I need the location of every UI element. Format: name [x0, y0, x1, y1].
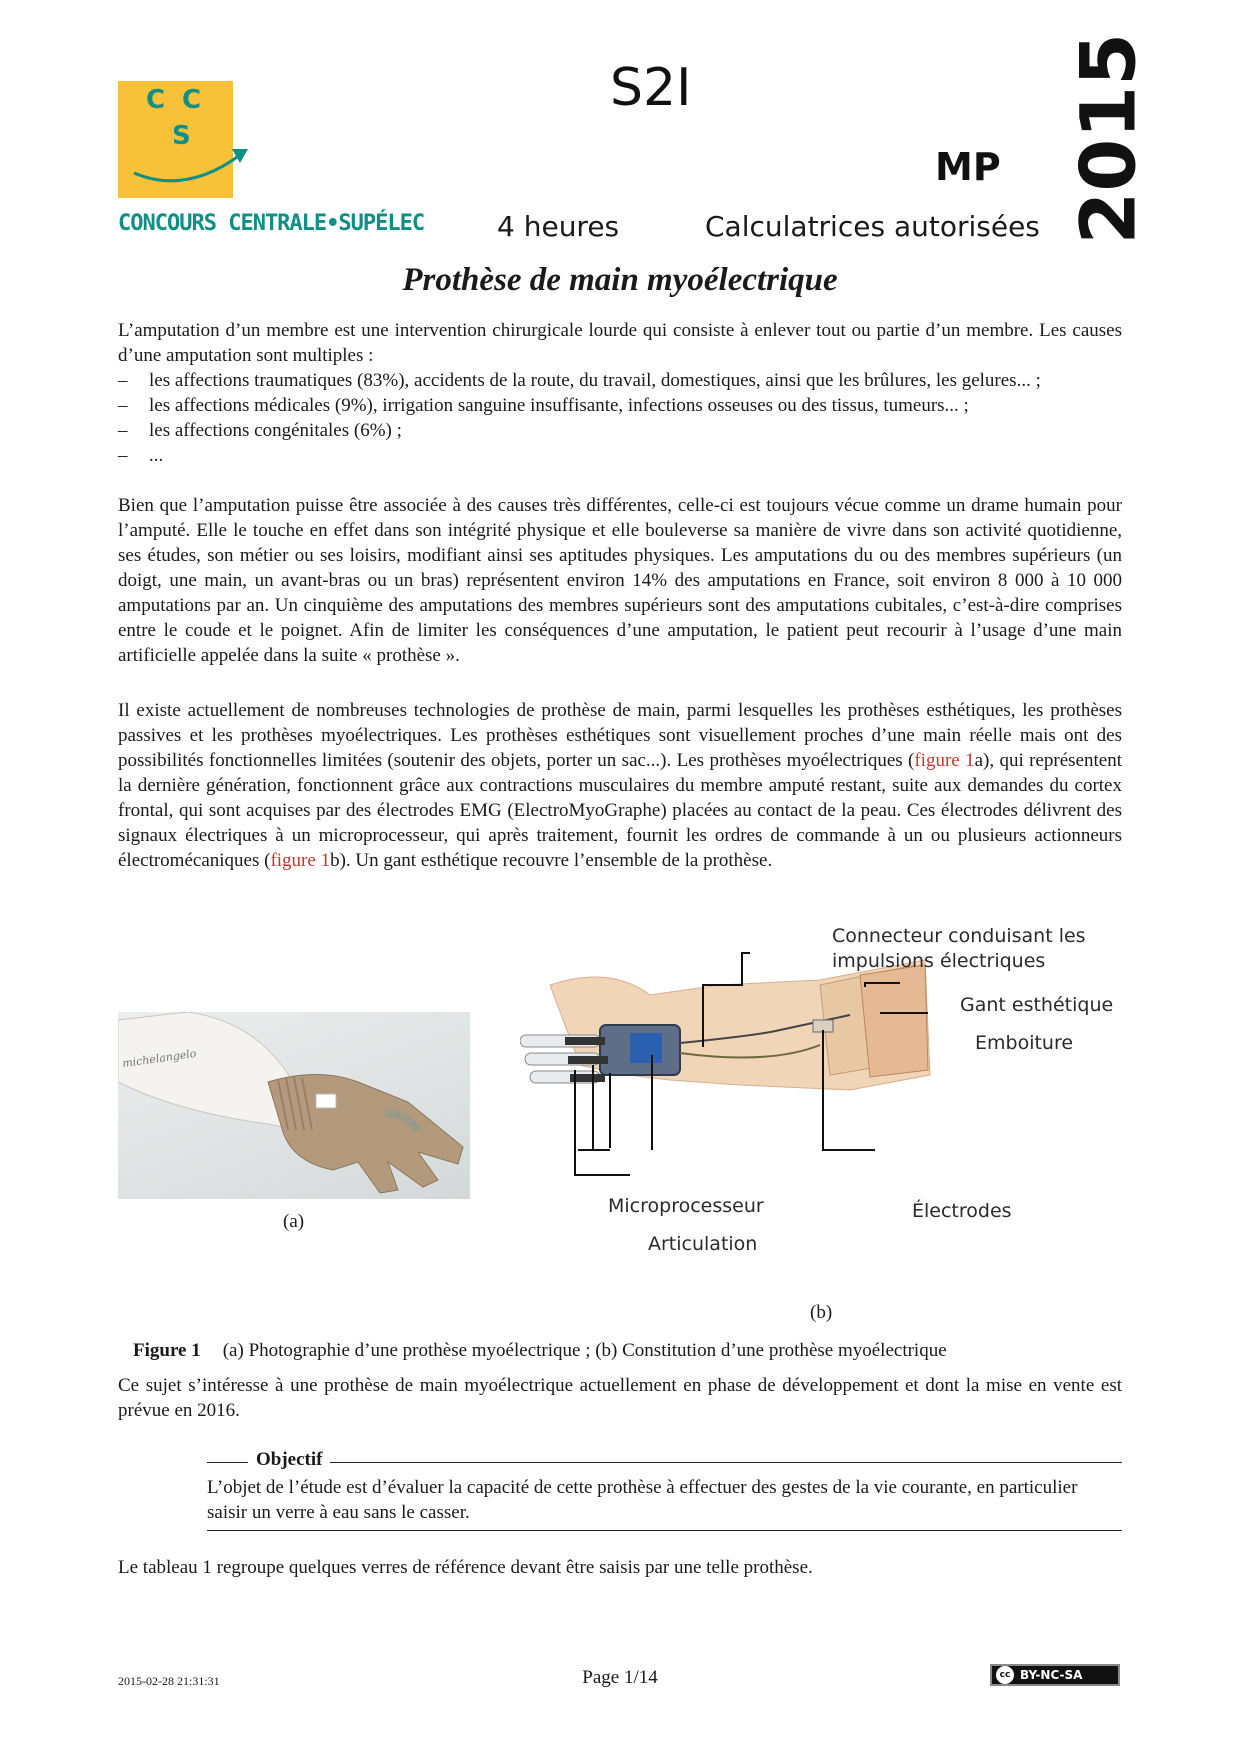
photo-brand-lettering: michelangelo [121, 1046, 198, 1071]
figure-ref-link[interactable]: figure 1 [914, 750, 975, 771]
figure-caption [133, 1340, 947, 1362]
label-joint: Articulation [648, 1233, 758, 1255]
label-connector-line2: impulsions électriques [832, 950, 1046, 972]
calculator-policy: Calculatrices autorisées [705, 210, 1040, 243]
duration: 4 heures [497, 210, 620, 243]
objective-rule-top [207, 1462, 1122, 1463]
list-item: – les affections médicales (9%), irrigation sanguine insuffisante, infections osseuses ou des tissus, tumeurs... ; [118, 395, 969, 416]
figure-photo-prosthesis [118, 1012, 470, 1199]
page-title: Prothèse de main myoélectrique [402, 262, 838, 298]
bullet-mark: – [118, 445, 128, 466]
license-text: BY-NC-SA [1020, 1668, 1083, 1682]
label-electrodes: Électrodes [912, 1200, 1012, 1222]
label-connector-line1: Connecteur conduisant les [832, 925, 1086, 947]
bullet-mark: – [118, 420, 128, 441]
figure-caption-text: (a) Photographie d’une prothèse myoélectrique ; (b) Constitution d’une prothèse myoélectrique [222, 1340, 947, 1361]
bullet-mark: – [118, 370, 128, 391]
list-item: – les affections congénitales (6%) ; [118, 420, 402, 441]
prosthesis-photo-icon [118, 1012, 470, 1199]
subject-name: S2I [610, 58, 692, 118]
paragraph-technologies: Il existe actuellement de nombreuses technologies de prothèse de main, parmi lesquelles les prothèses esthétiques, les prothèses passives et les prothèses myoélectriques. Les prothèses esthétiques sont visuellement proches d’une main réelle mais ont des possibilités fonctionnelles limitées (soutenir des objets, porter un sac...). Les prothèses myoélectriques (figure 1a), qui représentent la dernière génération, fonctionnent grâce aux contractions musculaires du membre amputé restant, suite aux demandes du cortex frontal, qui sont acquises par des électrodes EMG (ElectroMyoGraphe) placées au contact de la peau. Ces électrodes délivrent des signaux électriques à un microprocesseur, qui après traitement, fournit les ordres de commande à un ou plusieurs actionneurs électromécaniques (figure 1b). Un gant esthétique recouvre l’ensemble de la prothèse. [118, 700, 1122, 871]
figure-ref-link[interactable]: figure 1 [270, 850, 331, 871]
logo-letter: S [172, 121, 191, 151]
timestamp: 2015-02-28 21:31:31 [118, 1674, 220, 1688]
logo-swoosh-icon [128, 137, 258, 197]
caption-a: (a) [283, 1211, 305, 1232]
objective-text: L’objet de l’étude est d’évaluer la capacité de cette prothèse à effectuer des gestes de la vie courante, en particulier saisir un verre à eau sans le casser. [207, 1477, 1078, 1523]
intro-paragraph [118, 318, 1122, 368]
causes-list [118, 368, 1122, 468]
exam-year: 2015 [1063, 32, 1153, 245]
logo-letter: C [182, 85, 202, 115]
track-name: MP [935, 145, 1001, 189]
license-badge[interactable] [990, 1664, 1120, 1686]
caption-b: (b) [810, 1302, 833, 1323]
creative-commons-icon: cc [996, 1666, 1014, 1684]
page-number: Page 1/14 [582, 1667, 658, 1688]
paragraph-table-intro: Le tableau 1 regroupe quelques verres de référence devant être saisis par une telle prothèse. [118, 1557, 813, 1578]
figure-label: Figure 1 [133, 1340, 201, 1361]
logo-letter: C [146, 85, 166, 115]
objective-rule-bottom [207, 1530, 1122, 1531]
bullet-mark: – [118, 395, 128, 416]
list-item: – les affections traumatiques (83%), accidents de la route, du travail, domestiques, ainsi que les brûlures, les gelures... ; [118, 370, 1041, 391]
paragraph-impact: Bien que l’amputation puisse être associée à des causes très différentes, celle-ci est toujours vécue comme un drame humain pour l’amputé. Elle le touche en effet dans son intégrité physique et elle bouleverse sa manière de vivre dans son activité quotidienne, ses études, son métier ou ses loisirs, modifiant ainsi ses aptitudes physiques. Les amputations du ou des membres supérieurs (un doigt, une main, un avant-bras ou un bras) représentent environ 14% des amputations en France, soit environ 8 000 à 10 000 amputations par an. Un cinquième des amputations des membres supérieurs sont des amputations cubitales, c’est-à-dire comprises entre le coude et le poignet. Afin de limiter les conséquences d’une amputation, le patient peut recourir à l’usage d’une main artificielle appelée dans la suite « prothèse ». [118, 495, 1122, 666]
logo [118, 81, 233, 198]
intro-lead: L’amputation d’un membre est une intervention chirurgicale lourde qui consiste à enlever tout ou partie d’un membre. Les causes d’une amputation sont multiples : [118, 320, 1122, 366]
logo-text: CONCOURS CENTRALE•SUPÉLEC [118, 211, 425, 236]
objective-title: Objectif [248, 1449, 330, 1471]
paragraph-subject: Ce sujet s’intéresse à une prothèse de main myoélectrique actuellement en phase de développement et dont la mise en vente est prévue en 2016. [118, 1375, 1122, 1421]
label-glove: Gant esthétique [960, 994, 1114, 1016]
list-item: – ... [118, 445, 164, 466]
label-microprocessor: Microprocesseur [608, 1195, 764, 1217]
label-socket: Emboiture [975, 1032, 1074, 1054]
